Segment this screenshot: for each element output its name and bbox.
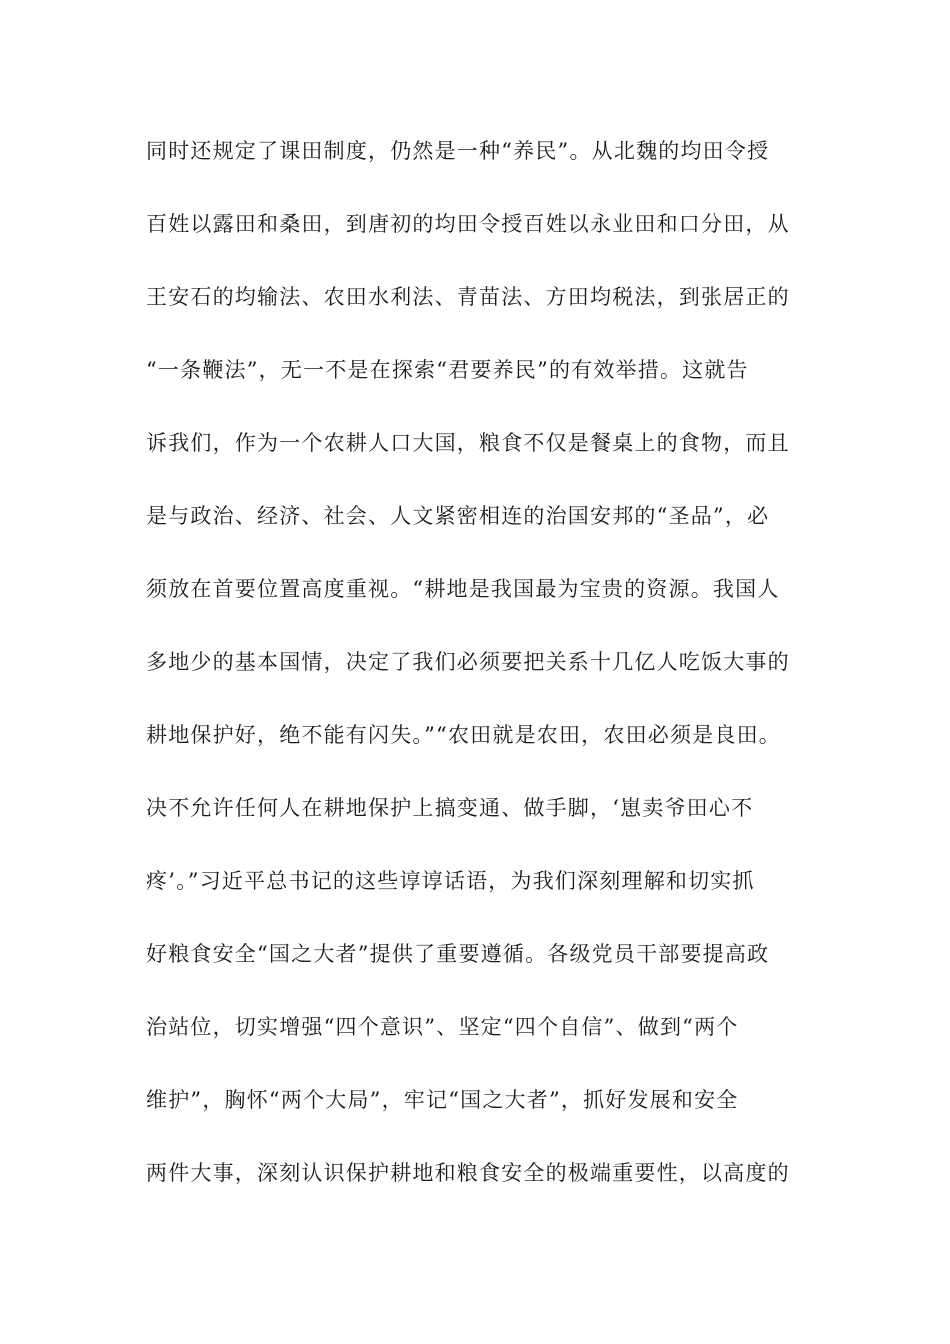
text-line-15: 两件大事，深刻认识保护耕地和粮食安全的极端重要性，以高度的 (146, 1161, 790, 1185)
text-line-8: 多地少的基本国情，决定了我们必须要把关系十几亿人吃饭大事的 (146, 650, 790, 674)
text-line-13: 治站位，切实增强“四个意识”、坚定“四个自信”、做到“两个 (146, 1015, 739, 1039)
text-line-6: 是与政治、经济、社会、人文紧密相连的治国安邦的“圣品”，必 (146, 504, 770, 528)
text-line-3: 王安石的均输法、农田水利法、青苗法、方田均税法，到张居正的 (146, 285, 790, 309)
text-line-5: 诉我们，作为一个农耕人口大国，粮食不仅是餐桌上的食物，而且 (146, 431, 790, 455)
text-line-2: 百姓以露田和桑田，到唐初的均田令授百姓以永业田和口分田，从 (146, 212, 790, 236)
text-line-4: “一条鞭法”，无一不是在探索“君要养民”的有效举措。这就告 (146, 358, 749, 382)
text-line-1: 同时还规定了课田制度，仍然是一种“养民”。从北魏的均田令授 (146, 139, 770, 163)
text-line-14: 维护”，胸怀“两个大局”，牢记“国之大者”，抓好发展和安全 (146, 1088, 739, 1112)
text-line-7: 须放在首要位置高度重视。“耕地是我国最为宝贵的资源。我国人 (146, 577, 780, 601)
text-line-12: 好粮食安全“国之大者”提供了重要遵循。各级党员干部要提高政 (146, 942, 770, 966)
text-line-11: 疼’。”习近平总书记的这些谆谆话语，为我们深刻理解和切实抓 (146, 869, 755, 893)
body-text (146, 128, 826, 1223)
text-line-10: 决不允许任何人在耕地保护上搞变通、做手脚，‘崽卖爷田心不 (146, 796, 754, 820)
text-line-9: 耕地保护好，绝不能有闪失。”“农田就是农田，农田必须是良田。 (146, 723, 781, 747)
